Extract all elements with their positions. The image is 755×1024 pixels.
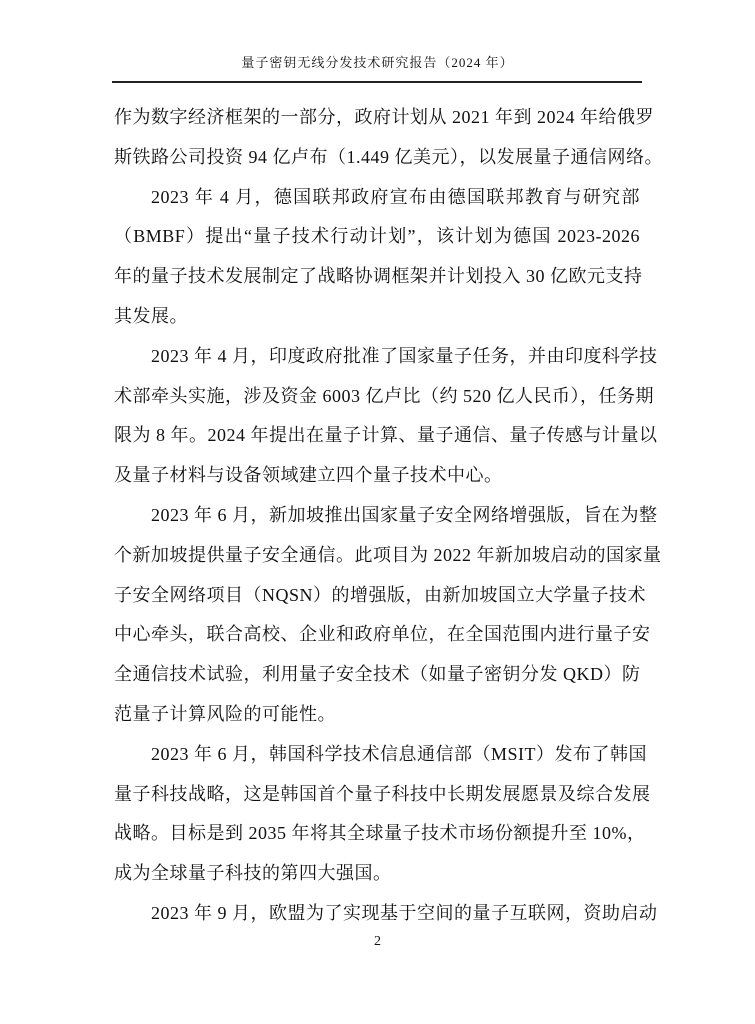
paragraph (114, 337, 658, 496)
text-line: 年的量子技术发展制定了战略协调框架并计划投入 30 亿欧元支持 (114, 266, 643, 287)
text-line: 及量子材料与设备领域建立四个量子技术中心。 (114, 465, 503, 486)
running-header: 量子密钥无线分发技术研究报告（2024 年） (241, 55, 514, 70)
text-line: 全通信技术试验，利用量子安全技术（如量子密钥分发 QKD）防 (114, 664, 641, 685)
text-line: 2023 年 4 月，德国联邦政府宣布由德国联邦教育与研究部 (151, 186, 640, 207)
text-line: 2023 年 4 月，印度政府批准了国家量子任务，并由印度科学技 (151, 345, 658, 366)
text-line: 个新加坡提供量子安全通信。此项目为 2022 年新加坡启动的国家量 (114, 544, 662, 565)
paragraph (114, 735, 651, 894)
page-number: 2 (374, 934, 381, 949)
text-line: 限为 8 年。2024 年提出在量子计算、量子通信、量子传感与计量以 (114, 425, 658, 446)
text-line: 战略。目标是到 2035 年将其全球量子技术市场份额提升至 10%， (114, 823, 646, 844)
text-line: 斯铁路公司投资 94 亿卢布（1.449 亿美元），以发展量子通信网络。 (114, 146, 663, 167)
paragraph (114, 178, 643, 337)
paragraph (114, 894, 658, 934)
header-rule (112, 81, 642, 83)
text-line: 2023 年 9 月，欧盟为了实现基于空间的量子互联网，资助启动 (151, 902, 658, 923)
text-line: 中心牵头，联合高校、企业和政府单位，在全国范围内进行量子安 (114, 624, 651, 645)
text-line: 范量子计算风险的可能性。 (114, 703, 336, 724)
text-line: 术部牵头实施，涉及资金 6003 亿卢比（约 520 亿人民币），任务期 (114, 385, 654, 406)
text-line: 量子科技战略，这是韩国首个量子科技中长期发展愿景及综合发展 (114, 783, 651, 804)
document-body (114, 98, 663, 934)
text-line: 作为数字经济框架的一部分，政府计划从 2021 年到 2024 年给俄罗 (114, 107, 654, 127)
text-line: 子安全网络项目（NQSN）的增强版，由新加坡国立大学量子技术 (114, 584, 647, 605)
paragraph (114, 98, 663, 178)
paragraph (114, 496, 662, 735)
text-line: 其发展。 (114, 305, 188, 326)
text-line: （BMBF）提出“量子技术行动计划”，该计划为德国 2023-2026 (114, 226, 640, 247)
text-line: 2023 年 6 月，新加坡推出国家量子安全网络增强版，旨在为整 (151, 504, 658, 525)
text-line: 成为全球量子科技的第四大强国。 (114, 863, 392, 884)
text-line: 2023 年 6 月，韩国科学技术信息通信部（MSIT）发布了韩国 (151, 743, 648, 764)
